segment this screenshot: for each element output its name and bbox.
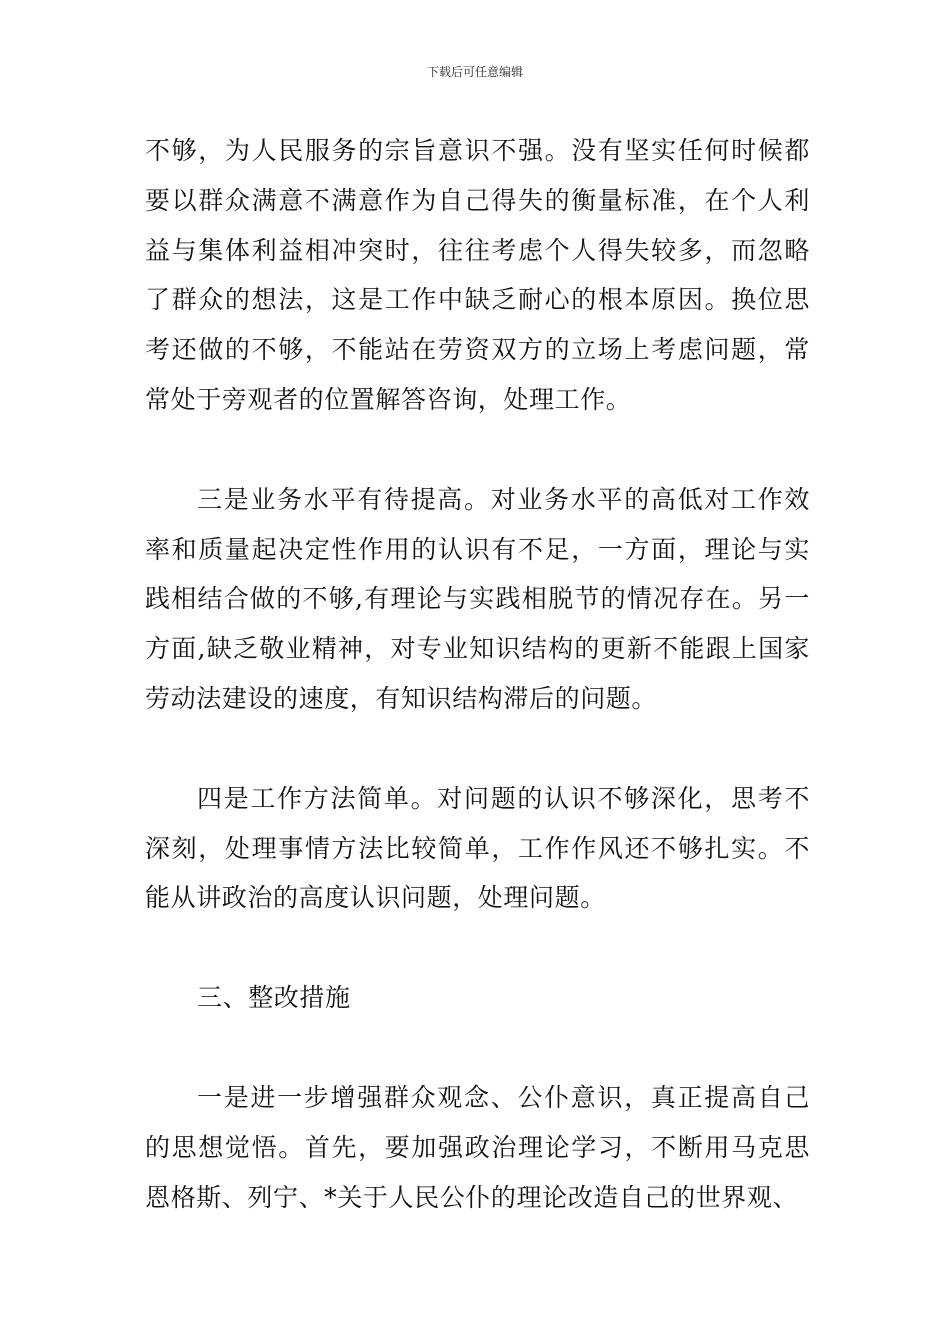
- document-body: [145, 126, 810, 1222]
- paragraph-business-level: 三是业务水平有待提高。对业务水平的高低对工作效率和质量起决定性作用的认识有不足，一方面，理论与实践相结合做的不够,有理论与实践相脱节的情况存在。另一方面,缺乏敬业精神，对专业知识结构的更新不能跟上国家劳动法建设的速度，有知识结构滞后的问题。: [145, 484, 810, 713]
- section-heading-rectification: 三、整改措施: [197, 983, 351, 1013]
- paragraph-measure-one: 一是进一步增强群众观念、公仆意识，真正提高自己的思想觉悟。首先，要加强政治理论学习，不断用马克思恩格斯、列宁、*关于人民公仆的理论改造自己的世界观、: [145, 1082, 810, 1212]
- paragraph-gap: [145, 1023, 810, 1073]
- paragraph-continuation: 不够，为人民服务的宗旨意识不强。没有坚实任何时候都要以群众满意不满意作为自己得失的衡量标准，在个人利益与集体利益相冲突时，往往考虑个人得失较多，而忽略了群众的想法，这是工作中缺乏耐心的根本原因。换位思考还做的不够，不能站在劳资双方的立场上考虑问题，常常处于旁观者的位置解答咨询，处理工作。: [145, 136, 810, 414]
- paragraph-gap: [145, 724, 810, 774]
- paragraph-gap: [145, 923, 810, 973]
- paragraph-gap: [145, 425, 810, 475]
- paragraph-work-method: 四是工作方法简单。对问题的认识不够深化，思考不深刻，处理事情方法比较简单，工作作风还不够扎实。不能从讲政治的高度认识问题，处理问题。: [145, 783, 810, 913]
- page-header: 下载后可任意编辑: [426, 65, 523, 79]
